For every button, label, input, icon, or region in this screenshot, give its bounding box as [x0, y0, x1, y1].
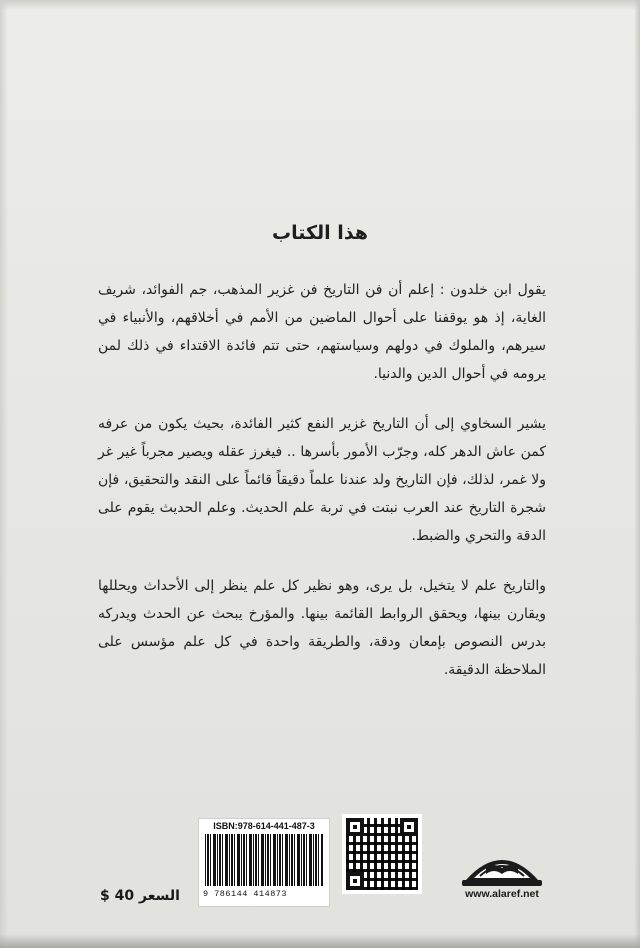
publisher-website: www.alaref.net — [465, 888, 539, 900]
qr-finder-top-left — [346, 818, 364, 836]
barcode-bars — [205, 834, 323, 886]
cover-edge-bottom — [0, 934, 640, 948]
blurb-title: هذا الكتاب — [272, 222, 368, 244]
isbn-label: ISBN:978-614-441-487-3 — [213, 821, 315, 831]
blurb-paragraph-3: والتاريخ علم لا يتخيل، بل يرى، وهو نظير كل علم ينظر إلى الأحداث ويحللها ويقارن بينها، ويحقق الروابط القائمة بينها. والمؤرخ يبحث عن الحدث ويدركه بدرس النصوص بإمعان ودقة، والطريقة واحدة في كل علم مؤسس على الملاحظة الدقيقة. — [98, 578, 546, 678]
blurb-paragraph-1: يقول ابن خلدون : إعلم أن فن التاريخ فن غزير المذهب، جم الفوائد، شريف الغاية، إذ هو يوقفنا على أحوال الماضين من الأمم في أخلاقهم، والأنبياء في سيرهم، والملوك في دولهم وسياستهم، حتى تتم فائدة الاقتداء في ذلك لمن يرومه في أحوال الدين والدنيا. — [98, 282, 546, 382]
cover-edge-top — [0, 0, 640, 10]
cover-edge-left — [0, 0, 8, 948]
blurb-body — [98, 276, 546, 706]
qr-code-pattern — [346, 818, 418, 890]
qr-finder-top-right — [400, 818, 418, 836]
blurb-paragraph-2: يشير السخاوي إلى أن التاريخ غزير النفع كثير الفائدة، بحيث يكون من عرفه كمن عاش الدهر كله، وجرّب الأمور بأسرها .. فيغرز عقله ويصير مجرباً غير غر ولا غمر، لذلك، فإن التاريخ ولد عندنا علماً دقيقاً قائماً على النقد والتحقيق، فإن شجرة التاريخ عند العرب نبتت في تربة علم الحديث. وعلم الحديث يقوم على الدقة والتحري والضبط. — [98, 416, 546, 544]
qr-code — [342, 814, 422, 894]
isbn-barcode — [198, 818, 330, 907]
price-label: السعر 40 $ — [100, 888, 180, 904]
publisher-logo — [452, 838, 552, 910]
qr-finder-bottom-left — [346, 872, 364, 890]
publisher-emblem-icon — [452, 838, 552, 888]
barcode-digits: 9 786144 414873 — [203, 889, 288, 899]
cover-edge-right — [634, 0, 640, 948]
